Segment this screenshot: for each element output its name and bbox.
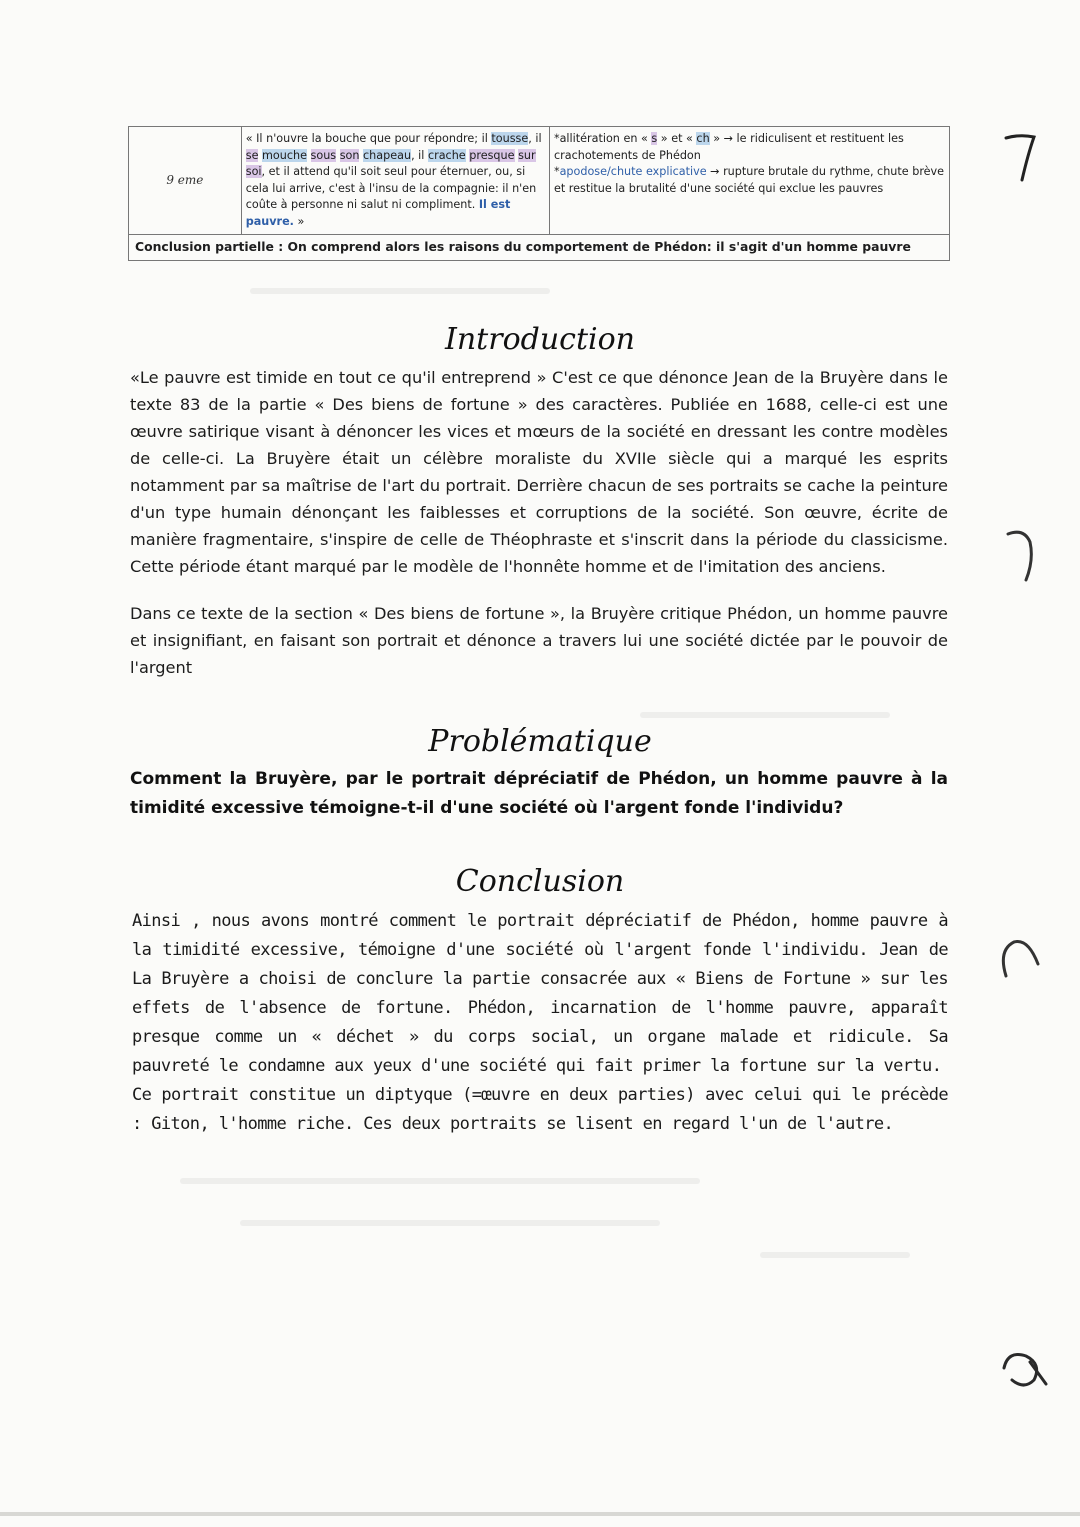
highlight-word: sous <box>310 148 337 162</box>
page-edge <box>0 1512 1080 1516</box>
conclusion-paragraph-2: Ce portrait constitue un diptyque (=œuvre en deux parties) avec celui qui le précède : Giton, l'homme riche. Ces deux portraits se lisent en regard l'un de l'autre. <box>132 1085 948 1134</box>
highlight-word: tousse <box>491 132 529 145</box>
problematique-heading: Problématique <box>428 724 652 759</box>
highlight-word: soi <box>245 165 262 178</box>
row-label: 9 eme <box>129 127 242 235</box>
highlight-word: son <box>339 148 360 162</box>
analysis-text: → rupture brutale du rythme, chute brève et restitue la brutalité d'une société qui exclue les pauvres <box>553 165 945 195</box>
introduction-heading: Introduction <box>445 322 635 357</box>
highlight-word: mouche <box>262 148 307 162</box>
quote-text <box>307 149 311 162</box>
introduction-paragraph-1: «Le pauvre est timide en tout ce qu'il entreprend » C'est ce que dénonce Jean de la Bruyère dans le texte 83 de la partie « Des biens de fortune » des caractères. Publiée en 1688, celle-ci est une œuvre satirique visant à dénoncer les vices et mœurs de la société en dressant les contre modèles de celle-ci. La Bruyère était un célèbre moraliste du XVIIe siècle qui a marqué les esprits notamment par sa maîtrise de l'art du portrait. Derrière chacun de ses portraits se cache la peinture d'un type humain dénonçant les faiblesses et corruptions de la société. Son œuvre, écrite de manière fragmentaire, s'inspire de celle de Théophraste et s'inscrit dans la période du classicisme. Cette période étant marqué par le modèle de l'honnête homme et de l'imitation des anciens. <box>130 368 948 576</box>
highlight-word: sur <box>518 148 536 162</box>
conclusion-body <box>132 907 948 1139</box>
analysis-text: » et « <box>657 132 697 145</box>
highlight-word: presque <box>469 148 515 162</box>
conclusion-paragraph-1: Ainsi , nous avons montré comment le portrait dépréciatif de Phédon, homme pauvre à la timidité excessive, témoigne d'une société où l'argent fonde l'individu. Jean de La Bruyère a choisi de conclure la partie consacrée aux « Biens de Fortune » sur les effets de l'absence de fortune. Phédon, incarnation de l'homme pauvre, apparaît presque comme un « déchet » du corps social, un organe malade et ridicule. Sa pauvreté le condamne aux yeux d'une société qui fait primer la fortune sur la vertu. <box>132 911 948 1076</box>
quote-text: « Il n'ouvre la bouche que pour répondre; il <box>245 132 492 145</box>
conclusion-heading: Conclusion <box>455 864 625 899</box>
analysis-text: *allitération en « <box>553 132 652 145</box>
analysis-apodose <box>554 164 945 197</box>
pen-stroke-icon <box>1000 128 1040 188</box>
highlight-letter: ch <box>696 132 710 145</box>
pen-stroke-icon <box>996 930 1046 990</box>
partial-conclusion: Conclusion partielle : On comprend alors les raisons du comportement de Phédon: il s'agit d'un homme pauvre <box>129 235 950 261</box>
analysis-table <box>128 126 950 261</box>
pen-stroke-icon <box>994 1340 1054 1400</box>
pen-stroke-icon <box>1000 520 1040 590</box>
highlight-letter: s <box>651 132 658 145</box>
highlight-word: crache <box>427 148 466 162</box>
highlight-word: se <box>245 148 259 162</box>
bleed-through-mark <box>240 1220 660 1226</box>
introduction-paragraph-2: Dans ce texte de la section « Des biens de fortune », la Bruyère critique Phédon, un homme pauvre et insignifiant, en faisant son portrait et dénonce a travers lui une société dictée par le pouvoir de l'argent <box>130 604 948 677</box>
highlight-word: chapeau <box>363 148 412 162</box>
analysis-cell <box>549 127 949 235</box>
quote-text: , il <box>528 132 542 145</box>
analysis-text: * <box>553 165 560 178</box>
quote-text: , il <box>411 148 428 162</box>
quote-text: , et il attend qu'il soit seul pour éternuer, ou, si cela lui arrive, c'est à l'insu de la compagnie: il n'en coûte à personne ni salut ni compliment. <box>245 165 537 211</box>
quote-ending: Il est pauvre. <box>245 198 511 228</box>
table-row <box>129 235 950 261</box>
bleed-through-mark <box>180 1178 700 1184</box>
analysis-alliteration <box>554 131 945 164</box>
table-row <box>129 127 950 235</box>
quote-cell <box>241 127 549 235</box>
problematique-text: Comment la Bruyère, par le portrait dépréciatif de Phédon, un homme pauvre à la timidité excessive témoigne-t-il d'une société où l'argent fonde l'individu? <box>130 769 948 818</box>
analysis-term: apodose/chute explicative <box>559 165 707 178</box>
analysis-text: » → le ridiculisent et restituent les crachotements de Phédon <box>553 132 904 162</box>
bleed-through-mark <box>760 1252 910 1258</box>
bleed-through-mark <box>640 712 890 718</box>
bleed-through-mark <box>250 288 550 294</box>
quote-text: » <box>293 214 305 228</box>
